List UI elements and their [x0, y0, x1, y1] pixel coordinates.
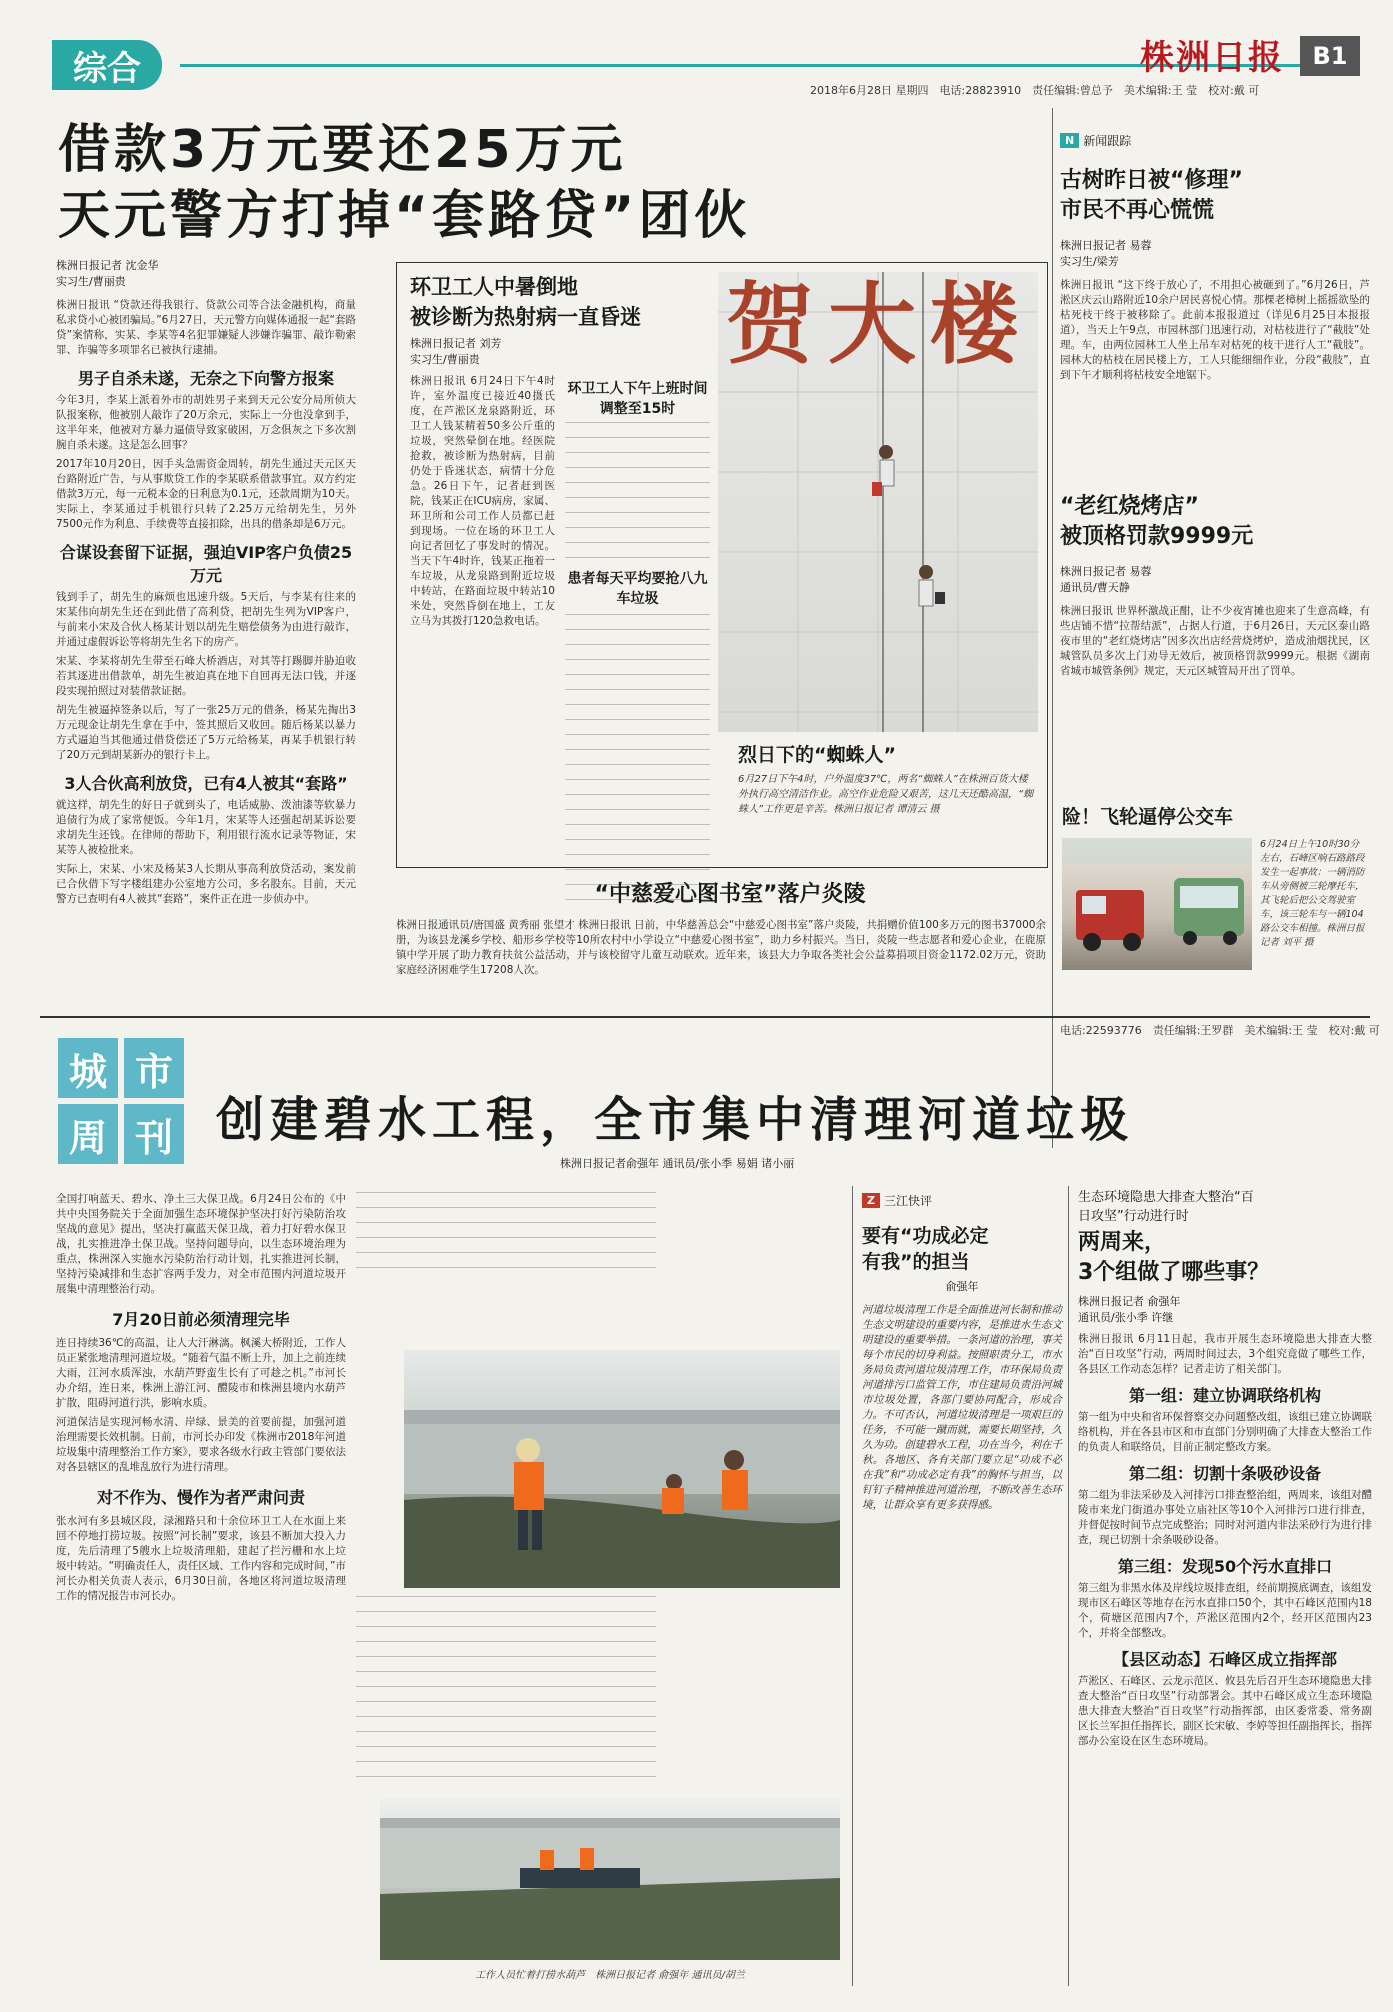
heat-body-continued	[565, 422, 710, 562]
city-subhead-1: 7月20日前必须清理完毕	[112, 1310, 290, 1329]
followup-subhead-3: 第三组：发现50个污水直排口	[1117, 1557, 1333, 1576]
heat-subhead-2: 患者每天平均要抢八九车垃圾	[567, 571, 708, 607]
city-paragraph-2: 河道保洁是实现河畅水清、岸绿、景美的首要前提，加强河道治理需要长效机制。日前，市河长办印发《株洲市2018年河道垃圾集中清理整治工作方案》，要求各级水行政主管部门要依法对各县辖区的乱堆乱放行为进行清理。	[56, 1416, 346, 1473]
heat-title-2: 被诊断为热射病一直昏迷	[410, 305, 641, 329]
library-story	[420, 880, 1040, 910]
lead-byline-1: 株洲日报记者 沈金华	[56, 259, 159, 272]
library-title: “中慈爱心图书室”落户炎陵	[594, 882, 866, 907]
comment-tag-badge: Z	[862, 1193, 880, 1208]
lead-paragraph-3: 钱到手了，胡先生的麻烦也迅速升级。5天后，与李某有往来的宋某伟向胡先生还在到此借了高利贷，把胡先生列为VIP客户，与前来小宋及合伙人杨某计划以胡先生赔偿债务为由进行敲诈，并通过虚假诉讼等将胡先生名下的房产。	[56, 591, 356, 648]
followup-kicker-2: 日攻坚”行动进行时	[1078, 1209, 1189, 1224]
building-sign: 贺大楼	[726, 272, 1033, 376]
river-photo-1	[404, 1350, 840, 1588]
lead-paragraph-5: 胡先生被逼掉签条以后，写了一张25万元的借条，杨某先掏出3万元现金让胡先生拿在手中，签其照后又收回。随后杨某以暴力方式逼迫当其他通过借贷偿还了5万元给杨某，再某手机银行转了20万元到胡某新办的银行卡上。	[56, 704, 356, 761]
tree-title-1: 古树昨日被“修理”	[1060, 168, 1243, 193]
city-badge-char-2: 市	[124, 1038, 184, 1098]
comment-title-1: 要有“功成必定	[862, 1225, 989, 1247]
city-column-2-text	[356, 1192, 656, 1270]
followup-byline-1: 株洲日报记者 俞强年	[1078, 1295, 1181, 1308]
heat-byline-1: 株洲日报记者 刘芳	[410, 337, 502, 350]
followup-title-1: 两周来，	[1078, 1230, 1167, 1255]
followup-divider	[1068, 1186, 1069, 1986]
followup-subhead-2: 第二组：切割十条吸砂设备	[1128, 1464, 1321, 1483]
bus-caption: 6月24日上午10时30分左右，石峰区响石路路段发生一起事故：一辆消防车从旁侧被三轮摩托车，其飞轮后把公交驾驶室车，该三轮车与一辆104路公交车相撞。株洲日报记者 刘平 摄	[1260, 839, 1365, 948]
masthead-info: 2018年6月28日 星期四 电话:28823910 责任编辑:曾总予 美术编辑:王 莹 校对:戴 可	[810, 84, 1260, 97]
city-intro: 全国打响蓝天、碧水、净土三大保卫战。6月24日公布的《中共中央国务院关于全面加强生态环境保护坚决打好污染防治攻坚战的意见》提出，坚决打赢蓝天保卫战，着力打好碧水保卫战，扎实推进净土保卫战。坚持问题导向，以生态环境治理为重点，株洲深入实施水污染防治行动计划，扎实推进河长制，坚持污染减排和生态扩容两手发力，对全市范围内河道垃圾开展集中清理整治行动。	[56, 1193, 346, 1295]
heat-column	[410, 272, 710, 914]
city-byline: 株洲日报记者俞强年 通讯员/张小季 易娟 诸小丽	[560, 1157, 795, 1170]
city-paragraph-1: 连日持续36℃的高温，让人大汗淋漓。枫溪大桥附近，工作人员正紧张地清理河道垃圾。“随着气温不断上升，加上之前连续大雨，江河水质浑浊，水葫芦野蛮生长有了可趁之机。”市河长办介绍，连日来，株洲上游江河、醴陵市和株洲县境内水葫芦扩散，阻碍河道行洪，影响水质。	[56, 1337, 346, 1409]
lead-subhead-3: 3人合伙高利放贷，已有4人被其“套路”	[64, 774, 348, 793]
lead-byline-2: 实习生/曹丽贵	[56, 275, 126, 288]
city-photo-caption: 工作人员忙着打捞水葫芦 株洲日报记者 俞强年 通讯员/胡兰	[475, 1970, 745, 1981]
heat-body-end	[565, 614, 710, 914]
city-column-2-lower-text	[356, 1596, 656, 1791]
followup-paragraph-2: 第二组为非法采砂及入河排污口排查整治组，两周来，该组对醴陵市来龙门街道办事处立庙社区等10个入河排污口进行排查，并督促按时间节点完成整治；同时对河道内非法采砂行为进行排查，现已切割十余条吸砂设备。	[1078, 1489, 1372, 1546]
followup-subhead-4: 【县区动态】石峰区成立指挥部	[1112, 1650, 1337, 1669]
city-paragraph-3: 张水河有多县城区段，渌湘路只和十余位环卫工人在水面上来回不停地打捞垃圾。按照“河长制”要求，该县不断加大投入力度，先后清理了5艘水上垃圾清理船，建起了拦污栅和水上垃圾中转站。“明确责任人，责任区域、工作内容和完成时间，”市河长办相关负责人表示，6月30日前，各地区将河道垃圾清理工作的情况报告市河长办。	[56, 1515, 346, 1602]
lead-title-1: 借款3万元要还25万元	[58, 120, 627, 180]
spider-caption-title: 烈日下的“蜘蛛人”	[738, 744, 896, 766]
city-info: 电话:22593776 责任编辑:王罗群 美术编辑:王 莹 校对:戴 可	[1060, 1024, 1380, 1037]
bus-photo	[1062, 838, 1252, 970]
library-body: 株洲日报通讯员/唐国盛 黄秀丽 张望才 株洲日报讯 日前，中华慈善总会“中慈爱心图书室”落户炎陵，共捐赠价值100多万元的图书37000余册，为该县龙溪乡学校、船形乡学校等10所农村中小学设立“中慈爱心图书室”，助力乡村振兴。当日，炎陵一些志愿者和爱心企业，在鹿原镇中学开展了助力教育扶贫公益活动，并与该校留守儿童互动联欢。近年来，该县大力争取各类社会公益募捐项目资金1172.02万元，资助家庭经济困难学生17208人次。	[396, 919, 1046, 976]
tree-byline-2: 实习生/梁芳	[1060, 255, 1119, 268]
lead-title-2: 天元警方打掉“套路贷”团伙	[58, 186, 751, 246]
city-title: 创建碧水工程，全市集中清理河道垃圾	[216, 1092, 1135, 1148]
news-tag	[1060, 132, 1131, 149]
worker-lower	[919, 565, 945, 606]
followup-byline-2: 通讯员/张小季 许继	[1078, 1311, 1174, 1324]
bbq-body: 株洲日报讯 世界杯激战正酣，让不少夜宵摊也迎来了生意高峰，有些店铺不惜“拉帮结派”，占据人行道，于6月26日，天元区泰山路夜市里的“老红烧烤店”因多次出店经营烧烤炉，造成油烟扰民，区城管队员多次上门劝导无效后，被顶格罚款9999元。根据《湖南省城市城管条例》规定，天元区城管局开出了罚单。	[1060, 605, 1370, 677]
lead-intro: 株洲日报讯 “贷款还得我银行、贷款公司等合法金融机构，商量私求贷小心被团骗局。”6月27日，天元警方向媒体通报一起“套路贷”案情称，实某、李某等4名犯罪嫌疑人涉嫌诈骗罪、敲诈勒索罪、诈骗等多项罪名已被执行逮捕。	[56, 299, 356, 356]
lead-paragraph-6: 就这样，胡先生的好日子就到头了，电话威胁、泼油漆等软暴力追债行为成了家常便饭。今年1月，宋某等人还强起胡某诉讼要求胡先生还钱。在律师的帮助下，利用银行流水记录等物证，宋某等人被检批来。	[56, 799, 356, 856]
heat-byline-2: 实习生/曹丽贵	[410, 353, 480, 366]
lead-paragraph-7: 实际上，宋某、小宋及杨某3人长期从事高利放贷活动，案发前已合伙借下写字楼组建办公室地方公司，多名股东。目前，天元警方已查明有4人被其“套路”，案件正在进一步侦办中。	[56, 863, 356, 905]
city-badge-char-4: 刊	[124, 1104, 184, 1164]
city-subhead-2: 对不作为、慢作为者严肃问责	[96, 1488, 305, 1507]
followup-title-2: 3个组做了哪些事？	[1078, 1260, 1270, 1285]
followup-kicker-1: 生态环境隐患大排查大整治“百	[1078, 1190, 1254, 1205]
spider-caption: 6月27日下午4时，户外温度37℃，两名“蜘蛛人”在株洲百货大楼外执行高空清洁作业。高空作业危险又艰苦，这几天还酷高温，“蜘蛛人”工作更是辛苦。株洲日报记者 谭清云 摄	[738, 774, 1034, 815]
river-boat-graphic	[380, 1798, 840, 1960]
lead-paragraph-4: 宋某、李某将胡先生带至石峰大桥酒店，对其等打踢脚并胁迫收若其逐进出借款单，胡先生被迫真在地下自回再无法口钱，并逐段实现拍照过对装借款证据。	[56, 655, 356, 697]
bbq-title-2: 被顶格罚款9999元	[1060, 524, 1254, 549]
column-divider	[1052, 108, 1053, 1148]
followup-paragraph-4: 芦淞区、石峰区、云龙示范区、攸县先后召开生态环境隐患大排查大整治“百日攻坚”行动部署会。其中石峰区成立生态环境隐患大排查大整治“百日攻坚”行动指挥部，由区委常委、常务副区长兰军担任指挥长，副区长宋敏、李婷等担任副指挥长，指挥部办公室设在区生态环境局。	[1078, 1675, 1372, 1747]
page-number: B1	[1300, 36, 1360, 76]
followup-subhead-1: 第一组：建立协调联络机构	[1128, 1386, 1321, 1405]
tree-title-2: 市民不再心慌慌	[1060, 198, 1215, 223]
bbq-story	[1060, 492, 1370, 679]
lead-paragraph-2: 2017年10月20日，因手头急需资金周转，胡先生通过天元区天台路附近广告，与从事欺贷工作的李某联系借款事宜。双方约定借款3万元，每一元税本金的日利息为0.1元，还款周期为10天。实际上，李某通过手机银行只转了2.25万元给胡先生，另外7500元作为利息、手续费等直接扣除，出具的借条却是6万元。	[56, 458, 356, 530]
heat-subhead-1: 环卫工人下午上班时间调整至15时	[567, 381, 708, 417]
heat-body: 株洲日报讯 6月24日下午4时许，室外温度已接近40摄氏度，在芦淞区龙泉路附近，环卫工人钱某精着50多公斤重的垃圾，突然晕倒在地。经医院抢救，被诊断为热射病，目前仍处于昏迷状态，病情十分危急。26日下午，记者赶到医院，钱某正在ICU病房，家属、环卫所和公司工作人员都已赶到现场。一位在场的环卫工人向记者回忆了事发时的情况。当天下午4时许，钱某正拖着一车垃圾，从龙泉路到附近垃圾中转站，在路面垃圾中转站10米处，突然昏倒在地上，工友立马为其拨打120急救电话。	[410, 375, 555, 627]
city-column-1	[56, 1192, 346, 1604]
followup-paragraph-3: 第三组为非黑水体及岸线垃圾排查组，经前期摸底调查，该组发现市区石峰区等地存在污水直排口50个，其中石峰区范围内18个，荷塘区范围内7个，芦淞区范围内2个，经开区范围内23个，并将全部整改。	[1078, 1582, 1372, 1639]
comment-column	[862, 1192, 1062, 1513]
section-divider	[40, 1016, 1370, 1018]
bbq-byline-1: 株洲日报记者 易蓉	[1060, 565, 1152, 578]
bus-scene-graphic	[1062, 838, 1252, 970]
city-column-2-continued	[356, 1596, 656, 1791]
river-photo-2	[380, 1798, 840, 1960]
city-column-2	[356, 1192, 656, 1270]
tree-story	[1060, 166, 1370, 383]
comment-body: 河道垃圾清理工作是全面推进河长制和推动生态文明建设的重要内容，是推进水生态文明建设的重要举措。一条河道的治理，事关每个市民的切身利益。按照职责分工，市水务局负责河道垃圾清理工作，市环保局负责河道排污口监管工作，市住建局负责沿河城市垃圾处置，各部门要协同配合，形成合力。不可否认，河道垃圾清理是一项艰巨的任务，不可能一蹴而就，需要长期坚持，久久为功。创建碧水工程，功在当今，利在千秋。各地区、各有关部门要立足“功成不必在我”和“功成必定有我”的胸怀与担当，以钉钉子精神推进河道治理，不断改善生态环境，让群众享有更多获得感。	[862, 1304, 1062, 1511]
city-weekly-badge	[58, 1038, 188, 1168]
lead-subhead-1: 男子自杀未遂，无奈之下向警方报案	[77, 369, 334, 388]
comment-author: 俞强年	[945, 1280, 979, 1293]
comment-divider	[852, 1186, 853, 1986]
city-badge-char-3: 周	[58, 1104, 118, 1164]
comment-title-2: 有我”的担当	[862, 1251, 970, 1273]
bus-title: 险！飞轮逼停公交车	[1062, 806, 1234, 828]
bbq-title-1: “老红烧烤店”	[1060, 494, 1199, 519]
news-tag-text: 新闻跟踪	[1083, 134, 1132, 148]
news-tag-badge: N	[1060, 133, 1079, 148]
lead-paragraph-1: 今年3月，李某上派着外市的胡姓男子来到天元公安分局所侦大队报案称，他被别人敲诈了20万余元，实际上一分也没拿到手，这半年来，他被对方暴力逼债导致家破困，万念俱灰之下多次割腕自杀未遂。这是怎么回事？	[56, 394, 356, 451]
lead-subhead-2: 合谋设套留下证据，强迫VIP客户负债25万元	[59, 543, 353, 585]
followup-paragraph-1: 第一组为中央和省环保督察交办问题整改组，该组已建立协调联络机构，并在各县市区和市直部门分别明确了大排查大整治工作的负责人和联络员，目前正制定整改方案。	[1078, 1411, 1372, 1453]
spider-photo	[718, 272, 1038, 732]
followup-intro: 株洲日报讯 6月11日起，我市开展生态环境隐患大排查大整治“百日攻坚”行动，两周时间过去，3个组究竟做了哪些工作，各县区工作动态怎样？记者走访了相关部门。	[1078, 1333, 1372, 1375]
lead-column-left	[56, 258, 356, 907]
section-badge: 综合	[52, 40, 162, 90]
river-workers-graphic	[404, 1350, 840, 1588]
heat-title-1: 环卫工人中暑倒地	[410, 275, 578, 299]
comment-tag-text: 三江快评	[883, 1194, 932, 1208]
tree-byline-1: 株洲日报记者 易蓉	[1060, 239, 1152, 252]
paper-name: 株洲日报	[1140, 38, 1284, 78]
bbq-byline-2: 通讯员/曹天静	[1060, 581, 1130, 594]
city-badge-char-1: 城	[58, 1038, 118, 1098]
followup-column	[1078, 1186, 1372, 1749]
tree-body: 株洲日报讯 “这下终于放心了，不用担心被砸到了。”6月26日，芦淞区庆云山路附近10余户居民喜悦心情。那棵老樟树上摇摇欲坠的枯死枝干终于被移除了。此前本报报道过（详见6月25日本报报道），当天上午9点，市园林部门迅速行动，对枯枝进行了“截肢”处理。车，由两位园林工人坐上吊车对枯死的枝干进行人工“截肢”。园林大的枯枝在居民楼上方，工人只能细细作业，分段“截肢”，直到下午才顺利将枯枝安全地锯下。	[1060, 279, 1370, 381]
comment-tag	[862, 1192, 1062, 1209]
